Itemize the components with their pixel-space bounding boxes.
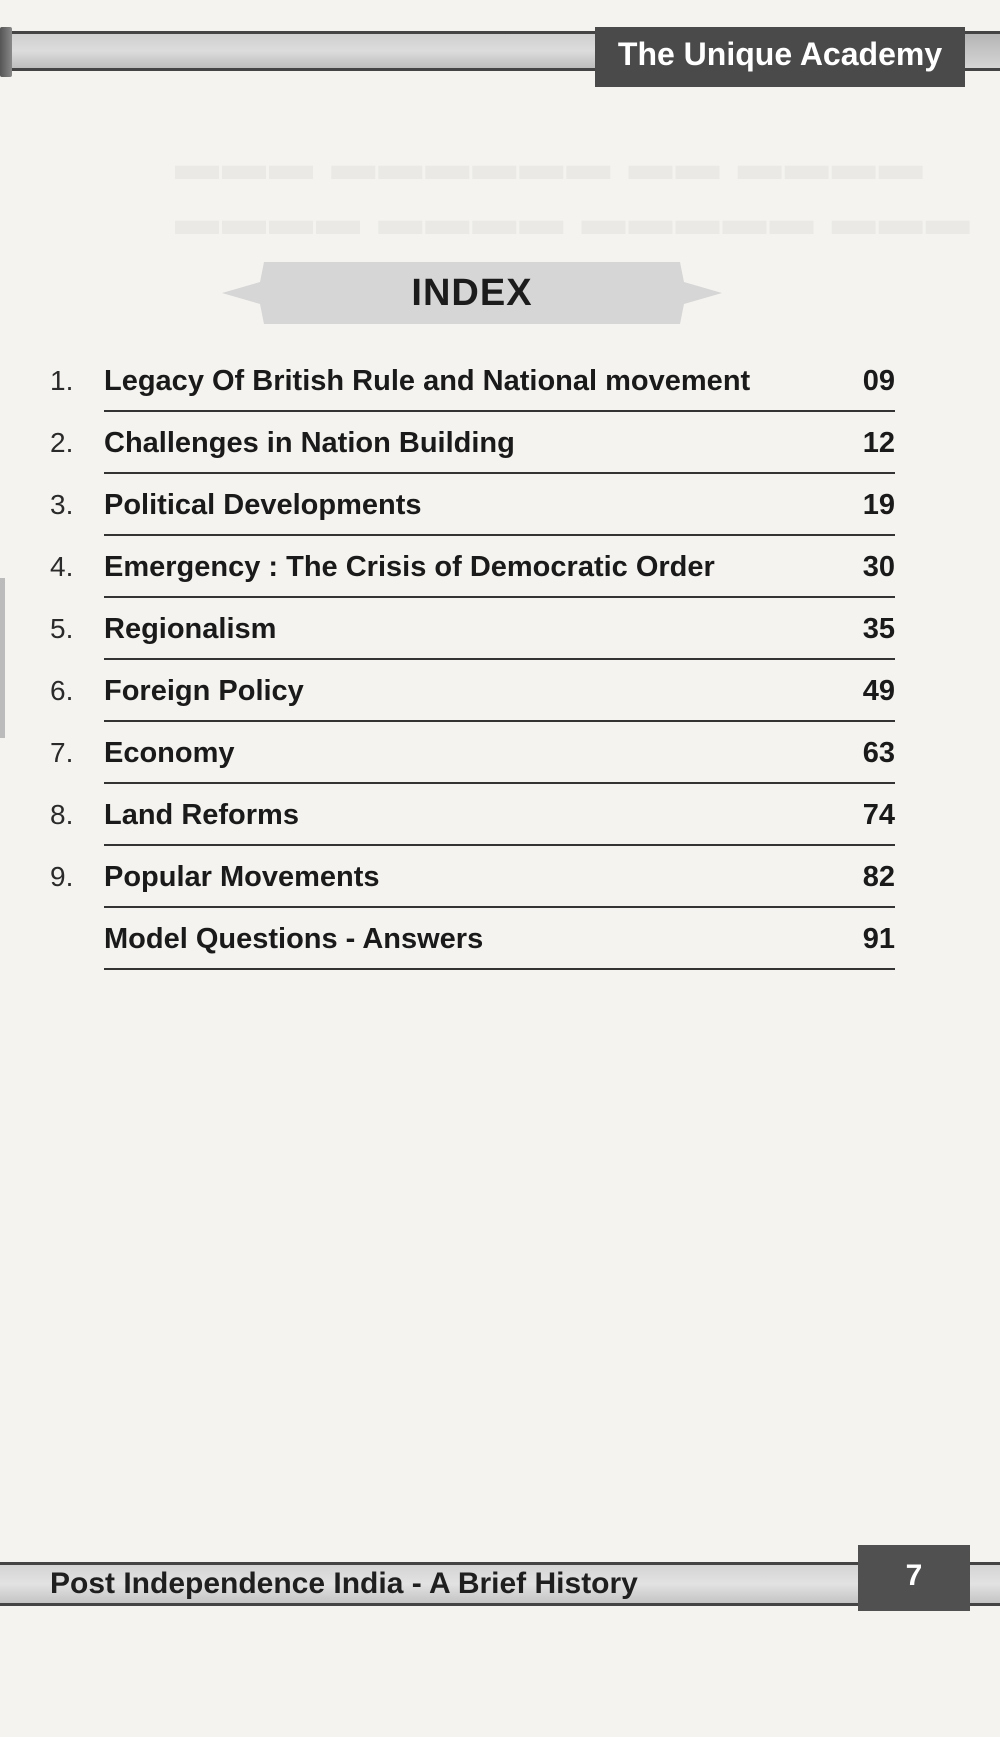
entry-number: 8. — [50, 799, 74, 830]
entry-page-number: 12 — [862, 427, 895, 459]
index-entry — [50, 854, 895, 916]
entry-number: 6. — [50, 675, 74, 706]
entry-number: 4. — [50, 551, 74, 582]
entry-divider — [104, 658, 895, 660]
book-title: Post Independence India - A Brief History — [50, 1567, 638, 1600]
entry-divider — [104, 782, 895, 784]
header-tail — [965, 31, 1000, 71]
page-edge-shadow — [0, 578, 5, 738]
entry-number: 7. — [50, 737, 74, 768]
index-entry — [50, 606, 895, 668]
entry-divider — [104, 596, 895, 598]
index-entry — [50, 730, 895, 792]
bleed-through-decoration: ▬▬▬ ▬▬▬▬▬▬ ▬▬ ▬▬▬▬ — [175, 140, 926, 189]
entry-title: Model Questions - Answers — [104, 923, 484, 955]
header-band — [0, 27, 1000, 77]
entry-page-number: 30 — [862, 551, 895, 583]
index-entry — [50, 544, 895, 606]
entry-divider — [104, 968, 895, 970]
index-banner — [222, 262, 722, 324]
entry-number: 3. — [50, 489, 74, 520]
entry-title: Legacy Of British Rule and National movement — [104, 365, 751, 397]
academy-name: The Unique Academy — [595, 27, 965, 87]
entry-title: Challenges in Nation Building — [104, 427, 515, 459]
footer-band — [0, 1542, 1000, 1612]
index-entry — [50, 358, 895, 420]
entry-divider — [104, 844, 895, 846]
index-list — [50, 358, 895, 978]
page-number: 7 — [858, 1545, 970, 1611]
bleed-through-decoration: ▬▬▬▬ ▬▬▬▬ ▬▬▬▬▬ ▬▬▬ — [175, 195, 973, 244]
entry-page-number: 91 — [862, 923, 895, 955]
entry-title: Emergency : The Crisis of Democratic Order — [104, 551, 715, 583]
entry-number: 1. — [50, 365, 74, 396]
entry-page-number: 74 — [862, 799, 895, 831]
entry-page-number: 35 — [862, 613, 895, 645]
entry-page-number: 82 — [862, 861, 895, 893]
entry-number: 5. — [50, 613, 74, 644]
entry-title: Political Developments — [104, 489, 422, 521]
entry-divider — [104, 906, 895, 908]
index-entry — [50, 482, 895, 544]
entry-page-number: 19 — [862, 489, 895, 521]
entry-number: 2. — [50, 427, 74, 458]
header-endcap — [0, 27, 12, 77]
index-entry — [50, 792, 895, 854]
entry-page-number: 09 — [862, 365, 895, 397]
entry-divider — [104, 720, 895, 722]
entry-title: Popular Movements — [104, 861, 380, 893]
index-title: INDEX — [411, 271, 533, 314]
entry-title: Economy — [104, 737, 235, 769]
entry-divider — [104, 472, 895, 474]
index-entry — [50, 916, 895, 978]
entry-title: Land Reforms — [104, 799, 299, 831]
index-entry — [50, 420, 895, 482]
entry-title: Foreign Policy — [104, 675, 304, 707]
entry-divider — [104, 410, 895, 412]
entry-page-number: 49 — [862, 675, 895, 707]
entry-divider — [104, 534, 895, 536]
index-entry — [50, 668, 895, 730]
entry-title: Regionalism — [104, 613, 277, 645]
entry-number: 9. — [50, 861, 74, 892]
entry-page-number: 63 — [862, 737, 895, 769]
